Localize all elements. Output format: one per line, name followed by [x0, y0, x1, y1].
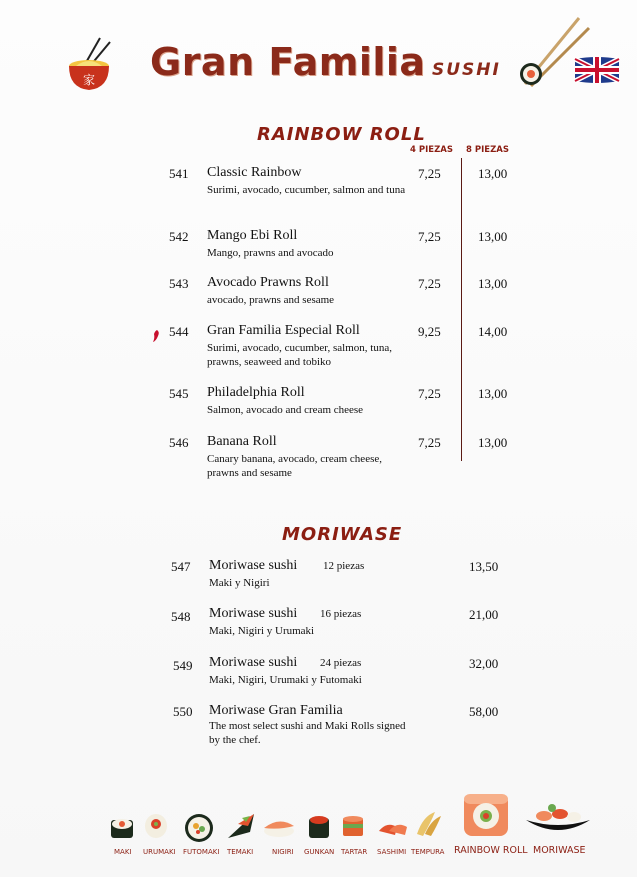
price-divider [461, 158, 462, 461]
category-label: URUMAKI [143, 848, 176, 856]
item-name: Philadelphia Roll [207, 385, 305, 400]
item-description: Maki, Nigiri, Urumaki y Futomaki [209, 674, 362, 686]
item-number: 542 [169, 229, 189, 244]
item-description: Surimi, avocado, cucumber, salmon, tuna, prawns, seaweed and tobiko [207, 342, 392, 368]
category-label: TEMPURA [411, 848, 445, 856]
category-label: TARTAR [341, 848, 368, 856]
temaki-icon [224, 810, 258, 840]
item-number: 541 [169, 166, 189, 181]
item-price: 21,00 [469, 607, 499, 622]
item-description: Salmon, avocado and cream cheese [207, 404, 364, 416]
moriwase-icon [524, 796, 592, 838]
restaurant-subtitle: SUSHI [432, 60, 501, 80]
gunkan-icon [306, 812, 332, 840]
item-description: Surimi, avocado, cucumber, salmon and tuna [207, 184, 406, 196]
item-quantity: 16 piezas [320, 608, 362, 620]
item-description: The most select sushi and Maki Rolls signed by the chef. [209, 720, 406, 746]
category-label: NIGIRI [272, 848, 294, 856]
category-label: SASHIMI [377, 848, 407, 856]
moriwase-section-title: MORIWASE [282, 524, 403, 545]
price-4-pieces: 7,25 [418, 276, 441, 291]
item-name: Moriwase Gran Familia [209, 703, 343, 718]
column-head-4-pieces: 4 PIEZAS [410, 145, 453, 155]
item-quantity: 24 piezas [320, 657, 362, 669]
price-8-pieces: 13,00 [478, 435, 508, 450]
category-label: RAINBOW ROLL [454, 845, 528, 856]
item-name: Avocado Prawns Roll [207, 275, 329, 290]
item-number: 544 [169, 324, 189, 339]
nigiri-icon [262, 816, 296, 838]
sashimi-icon [377, 817, 409, 837]
item-name: Banana Roll [207, 434, 277, 449]
item-name: Moriwase sushi [209, 558, 298, 573]
futomaki-icon [184, 813, 214, 843]
price-4-pieces: 7,25 [418, 229, 441, 244]
item-description: Mango, prawns and avocado [207, 247, 334, 259]
item-price: 58,00 [469, 704, 499, 719]
price-8-pieces: 13,00 [478, 276, 508, 291]
category-strip [0, 780, 637, 870]
item-description: Maki y Nigiri [209, 577, 270, 589]
price-8-pieces: 13,00 [478, 166, 508, 181]
category-label: MORIWASE [533, 845, 586, 856]
spicy-chili-icon [152, 330, 160, 342]
item-description: Canary banana, avocado, cream cheese, prawns and sesame [207, 453, 382, 479]
item-description: Maki, Nigiri y Urumaki [209, 625, 315, 637]
maki-icon [108, 814, 136, 842]
rainbow-roll-icon [460, 788, 512, 840]
category-label: TEMAKI [227, 848, 254, 856]
item-number: 547 [171, 559, 191, 574]
price-4-pieces: 7,25 [418, 386, 441, 401]
bowl-char: 家 [82, 73, 96, 87]
item-name: Classic Rainbow [207, 165, 302, 180]
category-label: MAKI [114, 848, 132, 856]
price-8-pieces: 14,00 [478, 324, 508, 339]
category-label: GUNKAN [304, 848, 335, 856]
price-4-pieces: 7,25 [418, 435, 441, 450]
tartar-icon [340, 812, 366, 840]
item-number: 543 [169, 276, 189, 291]
tempura-icon [413, 808, 445, 838]
item-price: 32,00 [469, 656, 499, 671]
item-number: 550 [173, 704, 193, 719]
item-name: Mango Ebi Roll [207, 228, 298, 243]
urumaki-icon [143, 812, 169, 840]
item-number: 548 [171, 609, 191, 624]
category-label: FUTOMAKI [183, 848, 220, 856]
price-8-pieces: 13,00 [478, 386, 508, 401]
price-4-pieces: 7,25 [418, 166, 441, 181]
item-description: avocado, prawns and sesame [207, 294, 335, 306]
rice-bowl-logo-icon [66, 36, 112, 96]
uk-flag-icon[interactable] [573, 55, 621, 85]
price-4-pieces: 9,25 [418, 324, 441, 339]
item-number: 545 [169, 386, 189, 401]
item-price: 13,50 [469, 559, 499, 574]
item-quantity: 12 piezas [323, 560, 365, 572]
rainbow-section-title: RAINBOW ROLL [257, 124, 426, 145]
price-8-pieces: 13,00 [478, 229, 508, 244]
item-number: 546 [169, 435, 189, 450]
restaurant-title: Gran Familia [150, 40, 426, 84]
column-head-8-pieces: 8 PIEZAS [466, 145, 509, 155]
item-name: Moriwase sushi [209, 606, 298, 621]
item-name: Moriwase sushi [209, 655, 298, 670]
item-number: 549 [173, 658, 193, 673]
item-name: Gran Familia Especial Roll [207, 323, 360, 338]
